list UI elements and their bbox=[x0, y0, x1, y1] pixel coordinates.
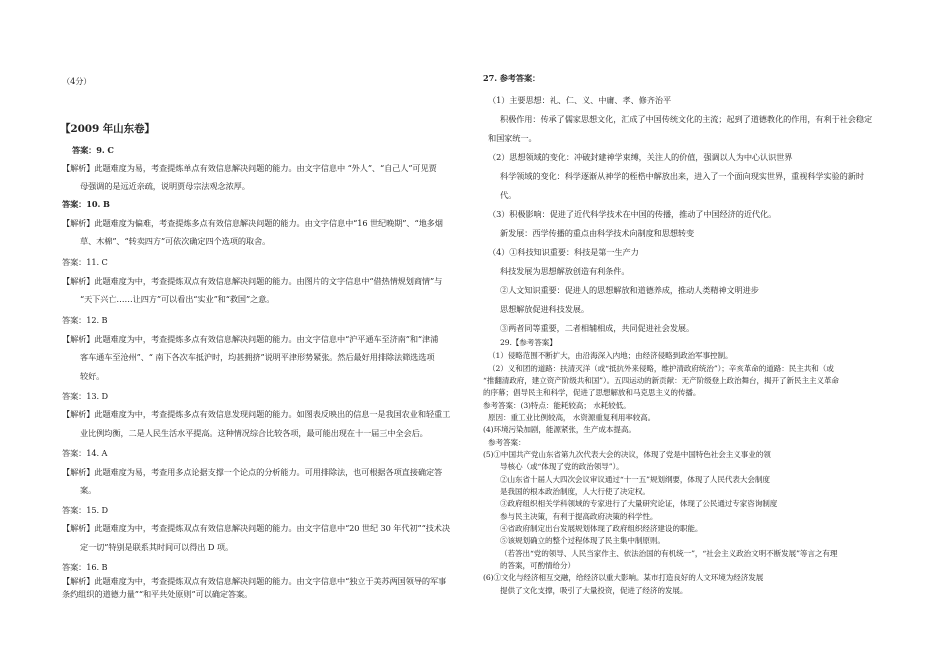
analysis-line: 定一切”特别是联系其时间可以得出 D 项。 bbox=[80, 542, 234, 552]
answer-line: 答案：9. C bbox=[72, 145, 114, 155]
answer-line: 的答案，可酌情给分） bbox=[500, 561, 575, 570]
analysis-line: 【解析】此题难度为中，考查提炼多点有效信息发现问题的能力。如图表反映出的信息一是我国农业和轻重工 bbox=[62, 409, 451, 419]
answer-line: 和国家统一。 bbox=[488, 133, 537, 143]
answer-line: 是我国的根本政治制度，人大行使了决定权。 bbox=[500, 487, 650, 496]
analysis-line: 【解析】此题难度为易，考查提炼单点有效信息解决问题的能力。由文字信息中 “外人”、“自己人”可见贾 bbox=[62, 163, 437, 173]
answer-line: （若答出“党的领导、人民当家作主、依法治国的有机统一”，“社会主义政治文明不断发展”等言之有理 bbox=[500, 549, 838, 558]
answer-line: 提供了文化支撑，吸引了大量投资，促进了经济的发展。 bbox=[500, 586, 688, 595]
answer-line: 答案：16. B bbox=[62, 562, 108, 572]
analysis-line: 草、木棉”、“转卖四方”可依次确定四个选项的取舍。 bbox=[80, 236, 271, 246]
analysis-line: 业比例均衡，二是人民生活水平提高。这种情况综合比较各项，最可能出现在十一届三中全会后。 bbox=[80, 428, 428, 438]
analysis-line: 【解析】此题难度为中，考查提炼多点有效信息解决问题的能力。由文字信息中“沪平通车至济南”和“津浦 bbox=[62, 334, 439, 344]
answer-line: 科学领域的变化：科学逐渐从神学的桎梏中解放出来，进入了一个面向现实世界，重视科学实验的新时 bbox=[500, 171, 864, 181]
analysis-line: 【解析】此题难度为偏难，考查提炼多点有效信息解决问题的能力。由文字信息中“16 世纪晚期”、“地多烟 bbox=[62, 218, 443, 228]
answer-line: 原因：重工业比例较高， 水资源重复利用率较高。 bbox=[488, 413, 656, 422]
analysis-line: 案。 bbox=[80, 485, 97, 495]
answer-line: 答案：15. D bbox=[62, 505, 108, 515]
answer-line: ④省政府制定出台发展规划体现了政府组织经济建设的职能。 bbox=[500, 524, 703, 533]
answer-line: (5)①中国共产党山东省第九次代表大会的决议，体现了党是中国特色社会主义事业的领 bbox=[483, 450, 771, 459]
analysis-line: “天下兴亡……让四方”可以看出“实业”和“救国”之意。 bbox=[80, 294, 275, 304]
score-note: （4分） bbox=[62, 76, 92, 86]
answer-line: 导核心（或“体现了党的政治领导”）。 bbox=[500, 462, 624, 471]
answer-line: （3）积极影响：促进了近代科学技术在中国的传播，推动了中国经济的近代化。 bbox=[488, 209, 777, 219]
answer-line: 思想解放促进科技发展。 bbox=[500, 304, 589, 314]
answer-line: (6)①文化与经济相互交融，给经济以重大影响。某市打造良好的人文环境为经济发展 bbox=[483, 573, 764, 582]
answer-line: 答案：14. A bbox=[62, 448, 108, 458]
answer-line: 答案：11. C bbox=[62, 257, 108, 267]
answer-line: 参考答案：(3)特点：能耗较高； 水耗较低。 bbox=[483, 401, 631, 410]
answer-line: ③政府组织相关学科领域的专家进行了大量研究论证，体现了公民通过专家咨询制度 bbox=[500, 499, 778, 508]
answer-line: （2）义和团的道路：扶清灭洋（或“抵抗外来侵略，维护清政府统治”）；辛亥革命的道路：民主共和（或 bbox=[488, 364, 834, 373]
analysis-line: 客车通车至沧州”、“ 南下各次车抵沪时，均甚拥挤”说明平津形势紧张。然后最好用排除法筛选选项 bbox=[80, 352, 435, 362]
analysis-line: 条约组织的道德力量”“和平共处原则”可以确定答案。 bbox=[62, 589, 253, 599]
answer-line: 积极作用：传承了儒家思想文化，汇成了中国传统文化的主流；起到了道德教化的作用，有利于社会稳定 bbox=[500, 114, 873, 124]
answer-line: （1）侵略范围不断扩大，由沿海深入内地；由经济侵略到政治军事控制。 bbox=[488, 351, 733, 360]
answer-line: 答案：13. D bbox=[62, 391, 108, 401]
answer-line: 代。 bbox=[500, 190, 517, 200]
answer-line: 科技发展为思想解放创造有利条件。 bbox=[500, 266, 630, 276]
answer-line: 参考答案： bbox=[488, 438, 526, 447]
answer-line: ⑤该规划确立的整个过程体现了民主集中制原则。 bbox=[500, 536, 665, 545]
answer-line: 参与民主决策，有利于提高政府决策的科学性。 bbox=[500, 512, 658, 521]
answer-line: 新发展：西学传播的重点由科学技术向制度和思想转变 bbox=[500, 228, 695, 238]
analysis-line: 较好。 bbox=[80, 371, 105, 381]
answer-line: （2）思想领域的变化：冲破封建神学束缚，关注人的价值，强调以人为中心认识世界 bbox=[488, 152, 793, 162]
answer-line: (4)环境污染加剧，能源紧张，生产成本提高。 bbox=[483, 425, 636, 434]
analysis-line: 【解析】此题难度为易，考查用多点论据支撑一个论点的分析能力。可用排除法，也可根据各项直接确定答 bbox=[62, 467, 443, 477]
answer-line: ③两者同等重要，二者相辅相成，共同促进社会发展。 bbox=[500, 323, 695, 333]
answer-line: 答案：10. B bbox=[62, 199, 110, 209]
answer-line: （1）主要思想：礼、仁、义、中庸、孝、修齐治平 bbox=[488, 95, 672, 105]
answer-heading: 29.【参考答案】 bbox=[500, 338, 557, 347]
answer-line: 答案：12. B bbox=[62, 315, 108, 325]
answer-heading: 27. 参考答案： bbox=[483, 73, 541, 83]
analysis-line: 母强调的是远近亲疏，说明贾母宗法观念浓厚。 bbox=[80, 181, 250, 191]
answer-line: ②山东省十届人大四次会议审议通过“十一五”规划纲要，体现了人民代表大会制度 bbox=[500, 475, 770, 484]
analysis-line: 【解析】此题难度为中，考查提炼双点有效信息解决问题的能力。由图片的文字信息中“借热情规划商情”与 bbox=[62, 276, 443, 286]
analysis-line: 【解析】此题难度为中，考查提炼双点有效信息解决问题的能力。由文字信息中“20 世纪 30 年代初”“技术决 bbox=[62, 523, 450, 533]
answer-line: “推翻清政府，建立资产阶级共和国”）。五四运动的新贡献：无产阶级登上政治舞台，揭开了新民主主义革命 bbox=[483, 376, 839, 385]
section-title: 【2009 年山东卷】 bbox=[60, 123, 155, 135]
answer-line: （4）①科技知识重要：科技是第一生产力 bbox=[488, 247, 639, 257]
analysis-line: 【解析】此题难度为中，考查提炼双点有效信息解决问题的能力。由文字信息中“独立于美苏两国领导的军事 bbox=[62, 576, 447, 586]
answer-line: 的序幕；倡导民主和科学，促进了思想解放和马克思主义的传播。 bbox=[483, 388, 701, 397]
answer-line: ②人文知识重要：促进人的思想解放和道德养成，推动人类精神文明进步 bbox=[500, 285, 759, 295]
